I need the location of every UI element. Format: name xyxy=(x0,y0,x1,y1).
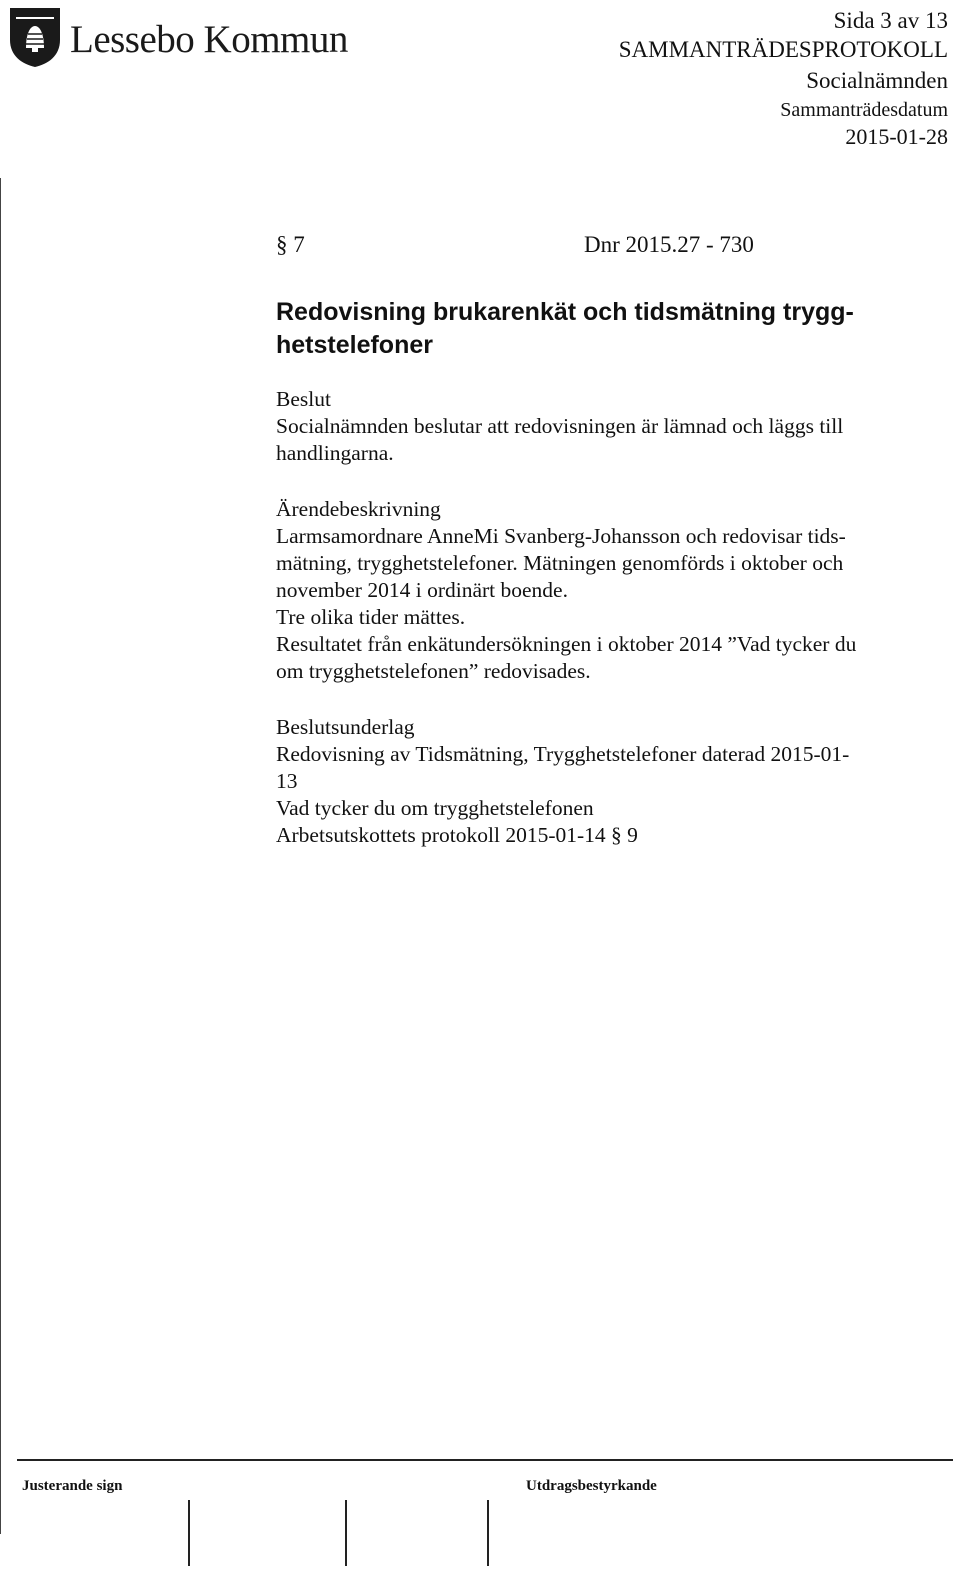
signature-box-divider xyxy=(345,1500,347,1566)
committee-name: Socialnämnden xyxy=(806,68,948,93)
section-title xyxy=(276,296,916,362)
diary-number: Dnr 2015.27 - 730 xyxy=(584,232,754,257)
arende-text-line: Larmsamordnare AnneMi Svanberg-Johansson och redovisar tids- xyxy=(276,524,846,548)
arende-heading: Ärendebeskrivning xyxy=(276,497,441,521)
page-indicator: Sida 3 av 13 xyxy=(833,8,948,33)
beslutsunderlag-item: Redovisning av Tidsmätning, Trygghetstelefoner daterad 2015-01- xyxy=(276,742,850,766)
signature-box-divider xyxy=(188,1500,190,1566)
beslutsunderlag-heading: Beslutsunderlag xyxy=(276,715,415,739)
arende-text-line: Resultatet från enkätundersökningen i oktober 2014 ”Vad tycker du xyxy=(276,632,857,656)
beslutsunderlag-block xyxy=(276,714,956,849)
org-logo xyxy=(6,4,366,68)
beslutsunderlag-item: Vad tycker du om trygghetstelefonen xyxy=(276,796,594,820)
left-margin-rule xyxy=(0,178,1,1534)
org-logo-text: Lessebo Kommun xyxy=(70,18,348,61)
signature-box-divider xyxy=(487,1500,489,1566)
beslut-heading: Beslut xyxy=(276,387,331,411)
arende-text-line: november 2014 i ordinärt boende. xyxy=(276,578,568,602)
arende-text-line: om trygghetstelefonen” redovisades. xyxy=(276,659,591,683)
beslutsunderlag-item: 13 xyxy=(276,769,298,793)
arende-text-line: mätning, trygghetstelefoner. Mätningen genomförds i oktober och xyxy=(276,551,844,575)
beslut-text-line: handlingarna. xyxy=(276,441,394,465)
beslut-block xyxy=(276,386,956,467)
meeting-date-label: Sammanträdesdatum xyxy=(780,99,948,121)
beslutsunderlag-item: Arbetsutskottets protokoll 2015-01-14 § 9 xyxy=(276,823,638,847)
arende-text-line: Tre olika tider mättes. xyxy=(276,605,466,629)
arende-block xyxy=(276,496,956,685)
document-type: SAMMANTRÄDESPROTOKOLL xyxy=(618,37,948,62)
beehive-crest-icon xyxy=(6,4,64,68)
meeting-date: 2015-01-28 xyxy=(845,124,948,149)
footer-rule xyxy=(17,1459,953,1461)
paragraph-number: § 7 xyxy=(276,232,305,257)
beslut-text-line: Socialnämnden beslutar att redovisningen är lämnad och läggs till xyxy=(276,414,844,438)
justerande-sign-label: Justerande sign xyxy=(22,1478,123,1494)
utdragsbestyrkande-label: Utdragsbestyrkande xyxy=(526,1478,657,1494)
section-title-line: Redovisning brukarenkät och tidsmätning trygg- xyxy=(276,298,854,326)
section-title-line: hetstelefoner xyxy=(276,331,433,359)
